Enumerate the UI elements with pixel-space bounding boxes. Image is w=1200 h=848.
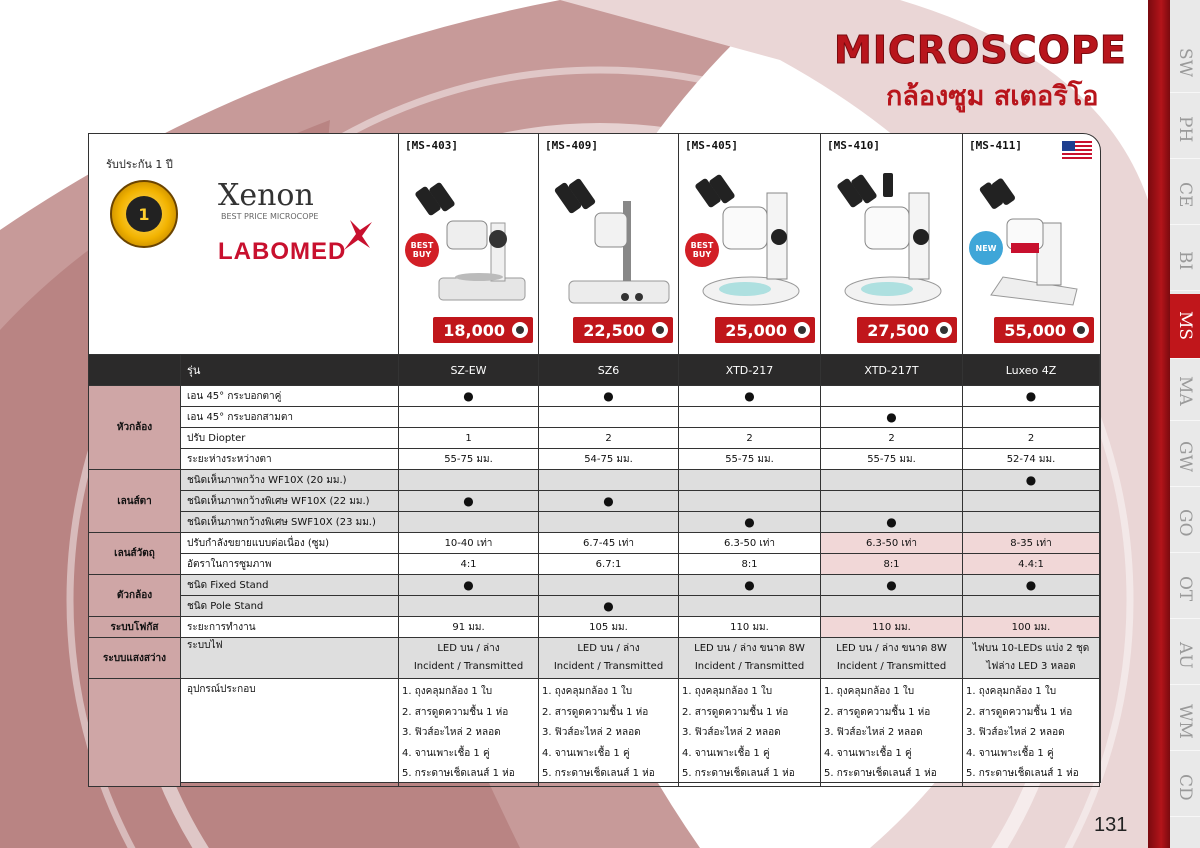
cell-line: LED บน / ล่าง ขนาด 8W xyxy=(836,643,947,654)
tab-ot[interactable]: OT xyxy=(1170,560,1200,619)
list-item: 5. กระดาษเช็ดเลนส์ 1 ห่อ xyxy=(966,768,1079,779)
cell xyxy=(963,679,1100,787)
row-label: ชนิดเห็นภาพกว้างพิเศษ WF10X (22 มม.) xyxy=(181,491,399,512)
cell: ● xyxy=(963,470,1100,491)
cell: 55-75 มม. xyxy=(679,449,821,470)
cell: ● xyxy=(821,575,963,596)
cell xyxy=(399,638,539,679)
price-tag xyxy=(573,317,673,343)
cell: ● xyxy=(539,491,679,512)
list-item: 2. สารดูดความชื้น 1 ห่อ xyxy=(542,706,649,718)
xenon-tagline: BEST PRICE MICROCOPE xyxy=(221,212,319,221)
cell xyxy=(399,512,539,533)
list-item: 2. สารดูดความชื้น 1 ห่อ xyxy=(682,706,789,718)
cell xyxy=(399,596,539,617)
cell xyxy=(963,638,1100,679)
labomed-logo: LABOMED xyxy=(218,238,347,265)
table-row xyxy=(89,638,1100,679)
tab-au[interactable]: AU xyxy=(1170,626,1200,685)
model-name: SZ6 xyxy=(539,355,679,386)
cell xyxy=(679,470,821,491)
cell xyxy=(539,512,679,533)
product-card-5[interactable] xyxy=(962,133,1100,354)
price-value: 55,000 xyxy=(1004,320,1066,340)
microscope-icon xyxy=(821,173,963,323)
price-tag xyxy=(433,317,533,343)
cell xyxy=(399,470,539,491)
table-row xyxy=(89,428,1100,449)
tab-sw[interactable]: SW xyxy=(1170,34,1200,93)
tab-wm[interactable]: WM xyxy=(1170,692,1200,751)
search-icon xyxy=(794,322,810,338)
search-icon xyxy=(652,322,668,338)
table-row xyxy=(89,533,1100,554)
cell xyxy=(821,638,963,679)
cell-line: ไฟบน 10-LEDs แบ่ง 2 ชุด xyxy=(972,643,1090,654)
model-name: XTD-217T xyxy=(821,355,963,386)
cell: 4:1 xyxy=(399,554,539,575)
list-item: 4. จานเพาะเชื้อ 1 คู่ xyxy=(824,747,912,759)
page-number: 131 xyxy=(1094,814,1128,836)
price-value: 18,000 xyxy=(443,320,505,340)
tab-ph[interactable]: PH xyxy=(1170,100,1200,159)
row-label: ปรับกำลังขยายแบบต่อเนื่อง (ซูม) xyxy=(181,533,399,554)
list-item: 3. ฟิวส์อะไหล่ 2 หลอด xyxy=(966,727,1065,738)
cell: 110 มม. xyxy=(679,617,821,638)
price-tag xyxy=(715,317,815,343)
table-row xyxy=(89,554,1100,575)
product-code: [MS-405] xyxy=(685,139,738,152)
cell: ● xyxy=(679,386,821,407)
tab-go[interactable]: GO xyxy=(1170,494,1200,553)
cell: 10-40 เท่า xyxy=(399,533,539,554)
cell: ● xyxy=(821,407,963,428)
table-row xyxy=(89,386,1100,407)
category-label: ระบบแสงสว่าง xyxy=(89,638,181,679)
tab-bi[interactable]: BI xyxy=(1170,232,1200,291)
list-item: 4. จานเพาะเชื้อ 1 คู่ xyxy=(542,747,630,759)
row-label: ระบบไฟ xyxy=(181,638,399,679)
model-name: Luxeo 4Z xyxy=(963,355,1100,386)
price-value: 25,000 xyxy=(725,320,787,340)
list-item: 1. ถุงคลุมกล้อง 1 ใบ xyxy=(682,686,773,697)
row-label: เอน 45° กระบอกสามตา xyxy=(181,407,399,428)
cell-line: LED บน / ล่าง ขนาด 8W xyxy=(694,643,805,654)
cell xyxy=(679,638,821,679)
cell: ● xyxy=(539,386,679,407)
cell: 6.7:1 xyxy=(539,554,679,575)
cell: ● xyxy=(963,386,1100,407)
category-label: เลนส์วัตถุ xyxy=(89,533,181,575)
list-item: 5. กระดาษเช็ดเลนส์ 1 ห่อ xyxy=(682,768,795,779)
row-label: ระยะการทำงาน xyxy=(181,617,399,638)
cell-line: LED บน / ล่าง xyxy=(437,643,500,654)
price-tag xyxy=(857,317,957,343)
cell xyxy=(821,596,963,617)
cell xyxy=(963,512,1100,533)
table-row xyxy=(89,407,1100,428)
section-tabs xyxy=(1170,0,1200,848)
price-value: 27,500 xyxy=(867,320,929,340)
product-card-4[interactable] xyxy=(820,133,963,354)
row-label: ระยะห่างระหว่างตา xyxy=(181,449,399,470)
labomed-mark-icon xyxy=(340,216,374,252)
list-item: 2. สารดูดความชื้น 1 ห่อ xyxy=(402,706,509,718)
cell xyxy=(539,679,679,787)
search-icon xyxy=(1073,322,1089,338)
list-item: 4. จานเพาะเชื้อ 1 คู่ xyxy=(402,747,490,759)
cell: 6.3-50 เท่า xyxy=(679,533,821,554)
cell xyxy=(399,407,539,428)
category-label: ตัวกล้อง xyxy=(89,575,181,617)
page-title: MICROSCOPE xyxy=(834,28,1127,72)
tab-ms[interactable]: MS xyxy=(1170,294,1200,359)
medal-year: 1 xyxy=(126,196,162,232)
row-label: ชนิด Fixed Stand xyxy=(181,575,399,596)
row-label: อุปกรณ์ประกอบ xyxy=(181,679,399,787)
xenon-logo: Xenon xyxy=(218,178,314,213)
search-icon xyxy=(936,322,952,338)
cell-line: ไฟล่าง LED 3 หลอด xyxy=(986,661,1076,672)
cell: 100 มม. xyxy=(963,617,1100,638)
cell-line: LED บน / ล่าง xyxy=(577,643,640,654)
product-card-2[interactable] xyxy=(538,133,679,354)
category-label: เลนส์ตา xyxy=(89,470,181,533)
cell: ● xyxy=(399,575,539,596)
cell: ● xyxy=(399,491,539,512)
list-item: 3. ฟิวส์อะไหล่ 2 หลอด xyxy=(542,727,641,738)
cell-line: Incident / Transmitted xyxy=(694,661,805,672)
list-item: 1. ถุงคลุมกล้อง 1 ใบ xyxy=(824,686,915,697)
cell: 91 มม. xyxy=(399,617,539,638)
warranty-medal-icon xyxy=(110,180,178,248)
table-row xyxy=(89,617,1100,638)
cell: 1 xyxy=(399,428,539,449)
model-name: XTD-217 xyxy=(679,355,821,386)
cell xyxy=(679,491,821,512)
cell xyxy=(963,407,1100,428)
row-label: อัตราในการซูมภาพ xyxy=(181,554,399,575)
best-buy-badge: BEST BUY xyxy=(685,233,719,267)
cell xyxy=(821,679,963,787)
cell xyxy=(539,470,679,491)
cell: ● xyxy=(679,512,821,533)
product-code: [MS-403] xyxy=(405,139,458,152)
cell xyxy=(821,491,963,512)
warranty-text: รับประกัน 1 ปี xyxy=(106,158,173,171)
cell xyxy=(963,491,1100,512)
cell xyxy=(399,679,539,787)
list-item: 1. ถุงคลุมกล้อง 1 ใบ xyxy=(402,686,493,697)
cell: 55-75 มม. xyxy=(399,449,539,470)
list-item: 2. สารดูดความชื้น 1 ห่อ xyxy=(966,706,1073,718)
cell: 4.4:1 xyxy=(963,554,1100,575)
cell-line: Incident / Transmitted xyxy=(553,661,664,672)
tab-cd[interactable]: CD xyxy=(1170,758,1200,817)
product-code: [MS-409] xyxy=(545,139,598,152)
cell xyxy=(539,638,679,679)
cell xyxy=(679,407,821,428)
cell: 105 มม. xyxy=(539,617,679,638)
row-label: ชนิดเห็นภาพกว้างพิเศษ SWF10X (23 มม.) xyxy=(181,512,399,533)
product-code: [MS-411] xyxy=(969,139,1022,152)
price-value: 22,500 xyxy=(583,320,645,340)
tab-ma[interactable]: MA xyxy=(1170,362,1200,421)
list-item: 3. ฟิวส์อะไหล่ 2 หลอด xyxy=(402,727,501,738)
cell: 6.7-45 เท่า xyxy=(539,533,679,554)
table-header-row xyxy=(89,355,1100,386)
list-item: 1. ถุงคลุมกล้อง 1 ใบ xyxy=(966,686,1057,697)
cell: ● xyxy=(963,575,1100,596)
cell: 8:1 xyxy=(679,554,821,575)
cell: ● xyxy=(399,386,539,407)
table-row xyxy=(89,575,1100,596)
cell: ● xyxy=(821,512,963,533)
category-label: หัวกล้อง xyxy=(89,386,181,470)
cell xyxy=(539,575,679,596)
row-label: ปรับ Diopter xyxy=(181,428,399,449)
tab-gw[interactable]: GW xyxy=(1170,428,1200,487)
table-row xyxy=(89,491,1100,512)
model-name: SZ-EW xyxy=(399,355,539,386)
cell: 2 xyxy=(679,428,821,449)
cell: 55-75 มม. xyxy=(821,449,963,470)
cell: 110 มม. xyxy=(821,617,963,638)
model-label: รุ่น xyxy=(181,355,399,386)
cell xyxy=(679,596,821,617)
cell xyxy=(821,386,963,407)
us-flag-icon xyxy=(1062,141,1092,161)
cell xyxy=(963,596,1100,617)
list-item: 5. กระดาษเช็ดเลนส์ 1 ห่อ xyxy=(824,768,937,779)
table-row xyxy=(89,470,1100,491)
cell: ● xyxy=(539,596,679,617)
cell: 2 xyxy=(963,428,1100,449)
category-label: ระบบโฟกัส xyxy=(89,617,181,638)
list-item: 2. สารดูดความชื้น 1 ห่อ xyxy=(824,706,931,718)
microscope-icon xyxy=(539,173,679,323)
table-row xyxy=(89,512,1100,533)
page-spine xyxy=(1148,0,1170,848)
product-card-3[interactable] xyxy=(678,133,821,354)
list-item: 5. กระดาษเช็ดเลนส์ 1 ห่อ xyxy=(402,768,515,779)
list-item: 3. ฟิวส์อะไหล่ 2 หลอด xyxy=(824,727,923,738)
table-row xyxy=(89,679,1100,787)
cell xyxy=(821,470,963,491)
cell: 2 xyxy=(539,428,679,449)
tab-ce[interactable]: CE xyxy=(1170,166,1200,225)
cell xyxy=(539,407,679,428)
row-label: เอน 45° กระบอกตาคู่ xyxy=(181,386,399,407)
cell: 8-35 เท่า xyxy=(963,533,1100,554)
price-tag xyxy=(994,317,1094,343)
new-badge: NEW xyxy=(969,231,1003,265)
best-buy-badge: BEST BUY xyxy=(405,233,439,267)
spec-table xyxy=(88,354,1100,787)
cell-line: Incident / Transmitted xyxy=(413,661,524,672)
page-subtitle: กล้องซูม สเตอริโอ xyxy=(886,81,1099,112)
list-item: 5. กระดาษเช็ดเลนส์ 1 ห่อ xyxy=(542,768,655,779)
cell: 6.3-50 เท่า xyxy=(821,533,963,554)
product-card-1[interactable] xyxy=(398,133,539,354)
cell: 8:1 xyxy=(821,554,963,575)
list-item: 3. ฟิวส์อะไหล่ 2 หลอด xyxy=(682,727,781,738)
list-item: 4. จานเพาะเชื้อ 1 คู่ xyxy=(682,747,770,759)
cell: 52-74 มม. xyxy=(963,449,1100,470)
list-item: 4. จานเพาะเชื้อ 1 คู่ xyxy=(966,747,1054,759)
search-icon xyxy=(512,322,528,338)
cell: ● xyxy=(679,575,821,596)
list-item: 1. ถุงคลุมกล้อง 1 ใบ xyxy=(542,686,633,697)
cell: 2 xyxy=(821,428,963,449)
cell xyxy=(679,679,821,787)
cell: 54-75 มม. xyxy=(539,449,679,470)
product-code: [MS-410] xyxy=(827,139,880,152)
cell-line: Incident / Transmitted xyxy=(836,661,947,672)
table-row xyxy=(89,449,1100,470)
row-label: ชนิดเห็นภาพกว้าง WF10X (20 มม.) xyxy=(181,470,399,491)
table-row xyxy=(89,596,1100,617)
row-label: ชนิด Pole Stand xyxy=(181,596,399,617)
